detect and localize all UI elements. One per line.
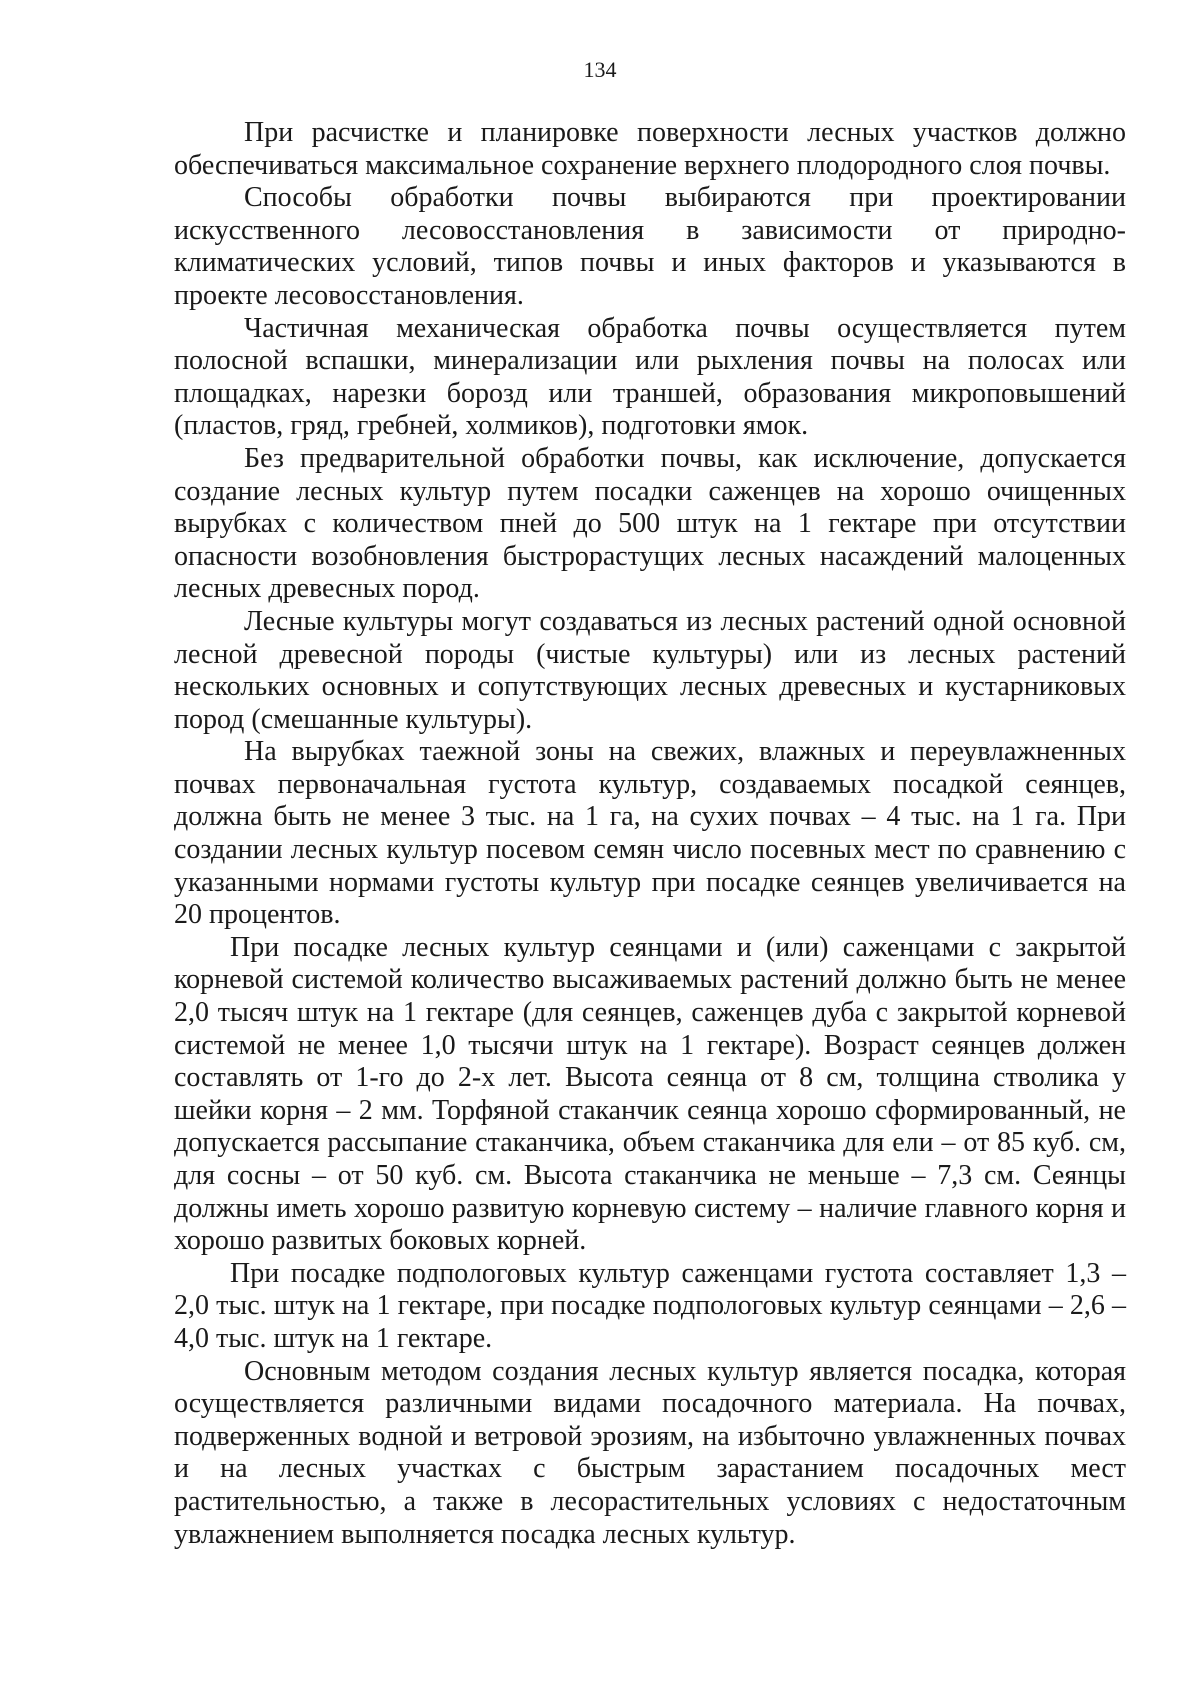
paragraph-main-method: Основным методом создания лесных культур является посадка, которая осуществляется различными видами посадочного материала. На почвах, подверженных водной и ветровой эрозиям, на избыточно увлажненных почвах и на лесных участках с быстрым зарастанием посадочных мест растительностью, а также в лесорастительных условиях с недостаточным увлажнением выполняется посадка лесных культур. <box>174 1355 1126 1550</box>
paragraph-tillage-methods: Способы обработки почвы выбираются при проектировании искусственного лесовосстановления в зависимости от природно-климатических условий, типов почвы и иных факторов и указываются в проекте лесовосстановления. <box>174 182 1126 311</box>
paragraph-culture-types: Лесные культуры могут создаваться из лесных растений одной основной лесной древесной породы (чистые культуры) или из лесных растений нескольких основных и сопутствующих лесных древесных и кустарниковых пород (смешанные культуры). <box>174 605 1126 735</box>
paragraph-undercanopy-density: При посадке подпологовых культур саженцами густота составляет 1,3 – 2,0 тыс. штук на 1 гектаре, при посадке подпологовых культур сеянцами – 2,6 – 4,0 тыс. штук на 1 гектаре. <box>174 1257 1126 1354</box>
document-body <box>174 117 1126 1551</box>
paragraph-closed-root-seedlings: При посадке лесных культур сеянцами и (или) саженцами с закрытой корневой системой количество высаживаемых растений должно быть не менее 2,0 тысяч штук на 1 гектаре (для сеянцев, саженцев дуба с закрытой корневой системой не менее 1,0 тысячи штук на 1 гектаре). Возраст сеянцев должен составлять от 1-го до 2-х лет. Высота сеянца от 8 см, толщина стволика у шейки корня – 2 мм. Торфяной стаканчик сеянца хорошо сформированный, не допускается рассыпание стаканчика, объем стаканчика для ели – от 85 куб. см, для сосны – от 50 куб. см. Высота стаканчика не меньше – 7,3 см. Сеянцы должны иметь хорошо развитую корневую систему – наличие главного корня и хорошо развитых боковых корней. <box>174 931 1126 1257</box>
paragraph-partial-tillage: Частичная механическая обработка почвы осуществляется путем полосной вспашки, минерализации или рыхления почвы на полосах или площадках, нарезки борозд или траншей, образования микроповышений (пластов, гряд, гребней, холмиков), подготовки ямок. <box>174 312 1126 442</box>
paragraph-planting-density: На вырубках таежной зоны на свежих, влажных и переувлажненных почвах первоначальная густота культур, создаваемых посадкой сеянцев, должна быть не менее 3 тыс. на 1 га, на сухих почвах – 4 тыс. на 1 га. При создании лесных культур посевом семян число посевных мест по сравнению с указанными нормами густоты культур при посадке сеянцев увеличивается на 20 процентов. <box>174 736 1126 931</box>
paragraph-no-tillage: Без предварительной обработки почвы, как исключение, допускается создание лесных культур путем посадки саженцев на хорошо очищенных вырубках с количеством пней до 500 штук на 1 гектаре при отсутствии опасности возобновления быстрорастущих лесных насаждений малоценных лесных древесных пород. <box>174 442 1126 605</box>
paragraph-soil-clearing: При расчистке и планировке поверхности лесных участков должно обеспечиваться максимальное сохранение верхнего плодородного слоя почвы. <box>174 117 1126 181</box>
page-number: 134 <box>583 57 617 82</box>
